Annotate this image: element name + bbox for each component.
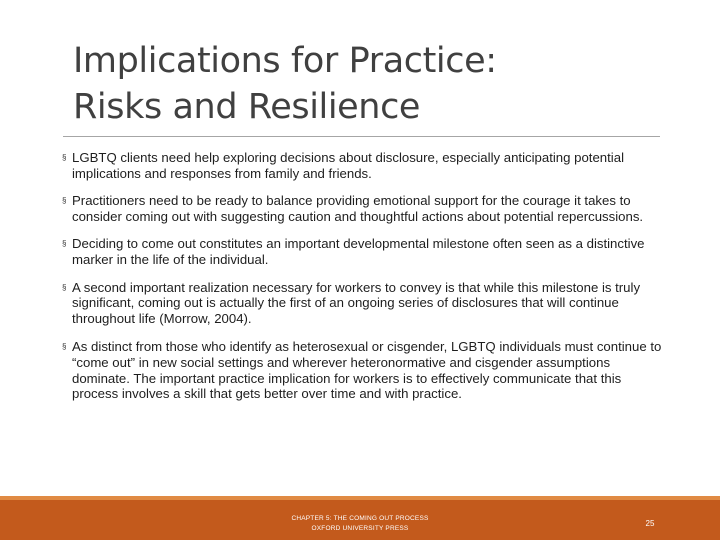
- bullet-marker-icon: §: [62, 153, 67, 162]
- slide-title: [73, 38, 693, 130]
- footer-chapter-title: CHAPTER 5: THE COMING OUT PROCESS: [291, 515, 429, 522]
- bullet-text: As distinct from those who identify as heterosexual or cisgender, LGBTQ individuals must continue to “come out” in new social settings and wherever heteronormative and cisgender assumptions dominate. The important practice implication for workers is to effectively communicate that this process involves a skill that gets better over time and with practice.: [72, 339, 662, 402]
- bullet-marker-icon: §: [62, 342, 67, 352]
- bullet-item: [62, 339, 664, 401]
- page-number: 25: [645, 519, 655, 528]
- title-divider: [63, 136, 660, 137]
- footer-publisher: OXFORD UNIVERSITY PRESS: [311, 525, 409, 532]
- bullet-item: [62, 150, 664, 181]
- bullet-marker-icon: §: [62, 239, 67, 249]
- bullet-text: LGBTQ clients need help exploring decisions about disclosure, especially anticipating potential implications and responses from family and friends.: [72, 150, 625, 181]
- footer-caption: [260, 514, 460, 534]
- bullet-list: [62, 150, 664, 402]
- bullet-marker-icon: §: [62, 282, 67, 292]
- bullet-text: Deciding to come out constitutes an important developmental milestone often seen as a distinctive marker in the life of the individual.: [72, 236, 645, 267]
- slide-title-line-2: Risks and Resilience: [73, 87, 421, 127]
- bullet-item: [62, 236, 664, 267]
- bullet-text: Practitioners need to be ready to balance providing emotional support for the courage it takes to consider coming out with suggesting caution and thoughtful actions about potential repercussions.: [72, 193, 644, 224]
- slide-title-line-1: Implications for Practice:: [73, 41, 497, 81]
- bullet-text: A second important realization necessary for workers to convey is that while this milestone is truly significant, coming out is actually the first of an ongoing series of disclosures that will continue throughout life (Morrow, 2004).: [72, 279, 641, 326]
- bullet-item: [62, 280, 664, 327]
- bullet-marker-icon: §: [62, 196, 67, 206]
- bullet-item: [62, 193, 664, 224]
